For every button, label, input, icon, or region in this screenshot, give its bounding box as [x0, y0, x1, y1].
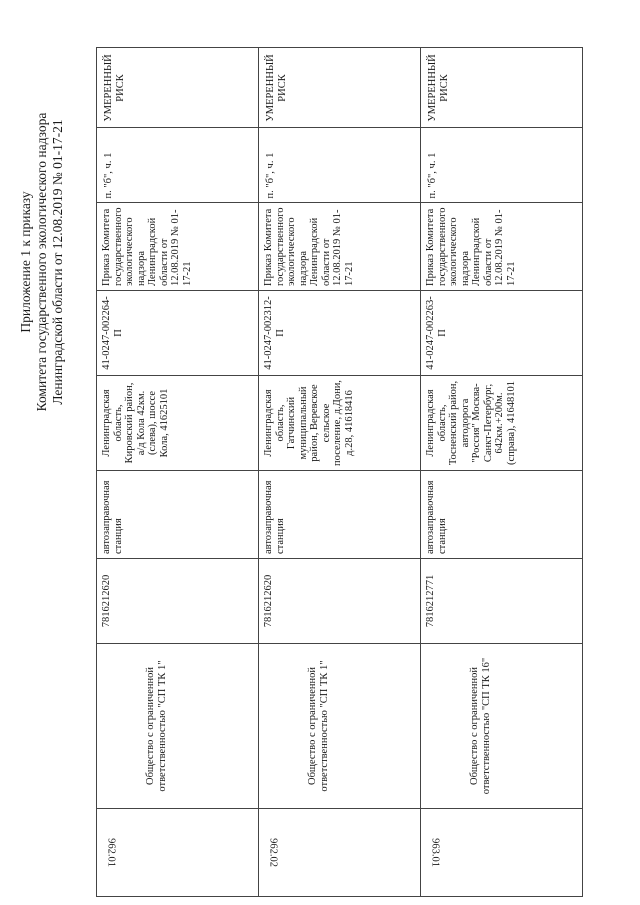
inn-cell: 7816212620	[259, 559, 421, 644]
object-type-cell: автозаправочная станция	[97, 471, 259, 559]
code-cell: 41-0247-002264-П	[97, 291, 259, 376]
index-cell	[259, 809, 421, 897]
row-index: 962.01	[105, 838, 117, 867]
object-type-cell: автозаправочная станция	[259, 471, 421, 559]
organization-cell: Общество с ограниченной ответственностью "СП ТК 1"	[97, 644, 259, 809]
order-cell: Приказ Комитета государственного экологического надзора Ленинградской области от 12.08.2019 № 01-17-21	[421, 203, 583, 291]
registry-table	[96, 47, 583, 897]
address-cell: Ленинградская область, Тосненский район, автодорога "Россия" Москва-Санкт-Петербург, 642км.+200м. (справа), 41648101	[421, 376, 583, 471]
header-line-3: Ленинградской области от 12.08.2019 № 01-17-21	[50, 119, 65, 405]
inn-cell: 7816212620	[97, 559, 259, 644]
header-line-2: Комитета государственного экологического надзора	[34, 112, 49, 412]
address-cell: Ленинградская область, Гатчинский муниципальный район, Веревское сельское поселение, д.Дони, д.28, 41618416	[259, 376, 421, 471]
document-header	[18, 52, 66, 472]
table-row	[259, 48, 421, 897]
code-cell: 41-0247-002263-П	[421, 291, 583, 376]
order-cell: Приказ Комитета государственного экологического надзора Ленинградской области от 12.08.2019 № 01-17-21	[97, 203, 259, 291]
risk-cell: УМЕРЕННЫЙ РИСК	[421, 48, 583, 128]
table-row	[97, 48, 259, 897]
organization-cell: Общество с ограниченной ответственностью "СП ТК 16"	[421, 644, 583, 809]
address-cell: Ленинградская область, Кировский район, а/д Кола 42км.(слева), шоссе Кола, 41625101	[97, 376, 259, 471]
risk-cell: УМЕРЕННЫЙ РИСК	[259, 48, 421, 128]
row-index: 963.01	[429, 838, 441, 867]
row-index: 962.02	[267, 838, 279, 867]
header-line-1: Приложение 1 к приказу	[18, 191, 33, 333]
object-type-cell: автозаправочная станция	[421, 471, 583, 559]
clause-cell: п. "б", ч. 1	[259, 128, 421, 203]
index-cell	[421, 809, 583, 897]
order-cell: Приказ Комитета государственного экологического надзора Ленинградской области от 12.08.2019 № 01-17-21	[259, 203, 421, 291]
table-row	[421, 48, 583, 897]
risk-cell: УМЕРЕННЫЙ РИСК	[97, 48, 259, 128]
clause-cell: п. "б", ч. 1	[97, 128, 259, 203]
inn-cell: 7816212771	[421, 559, 583, 644]
index-cell	[97, 809, 259, 897]
organization-cell: Общество с ограниченной ответственностью "СП ТК 1"	[259, 644, 421, 809]
code-cell: 41-0247-002312-П	[259, 291, 421, 376]
clause-cell: п. "б", ч. 1	[421, 128, 583, 203]
